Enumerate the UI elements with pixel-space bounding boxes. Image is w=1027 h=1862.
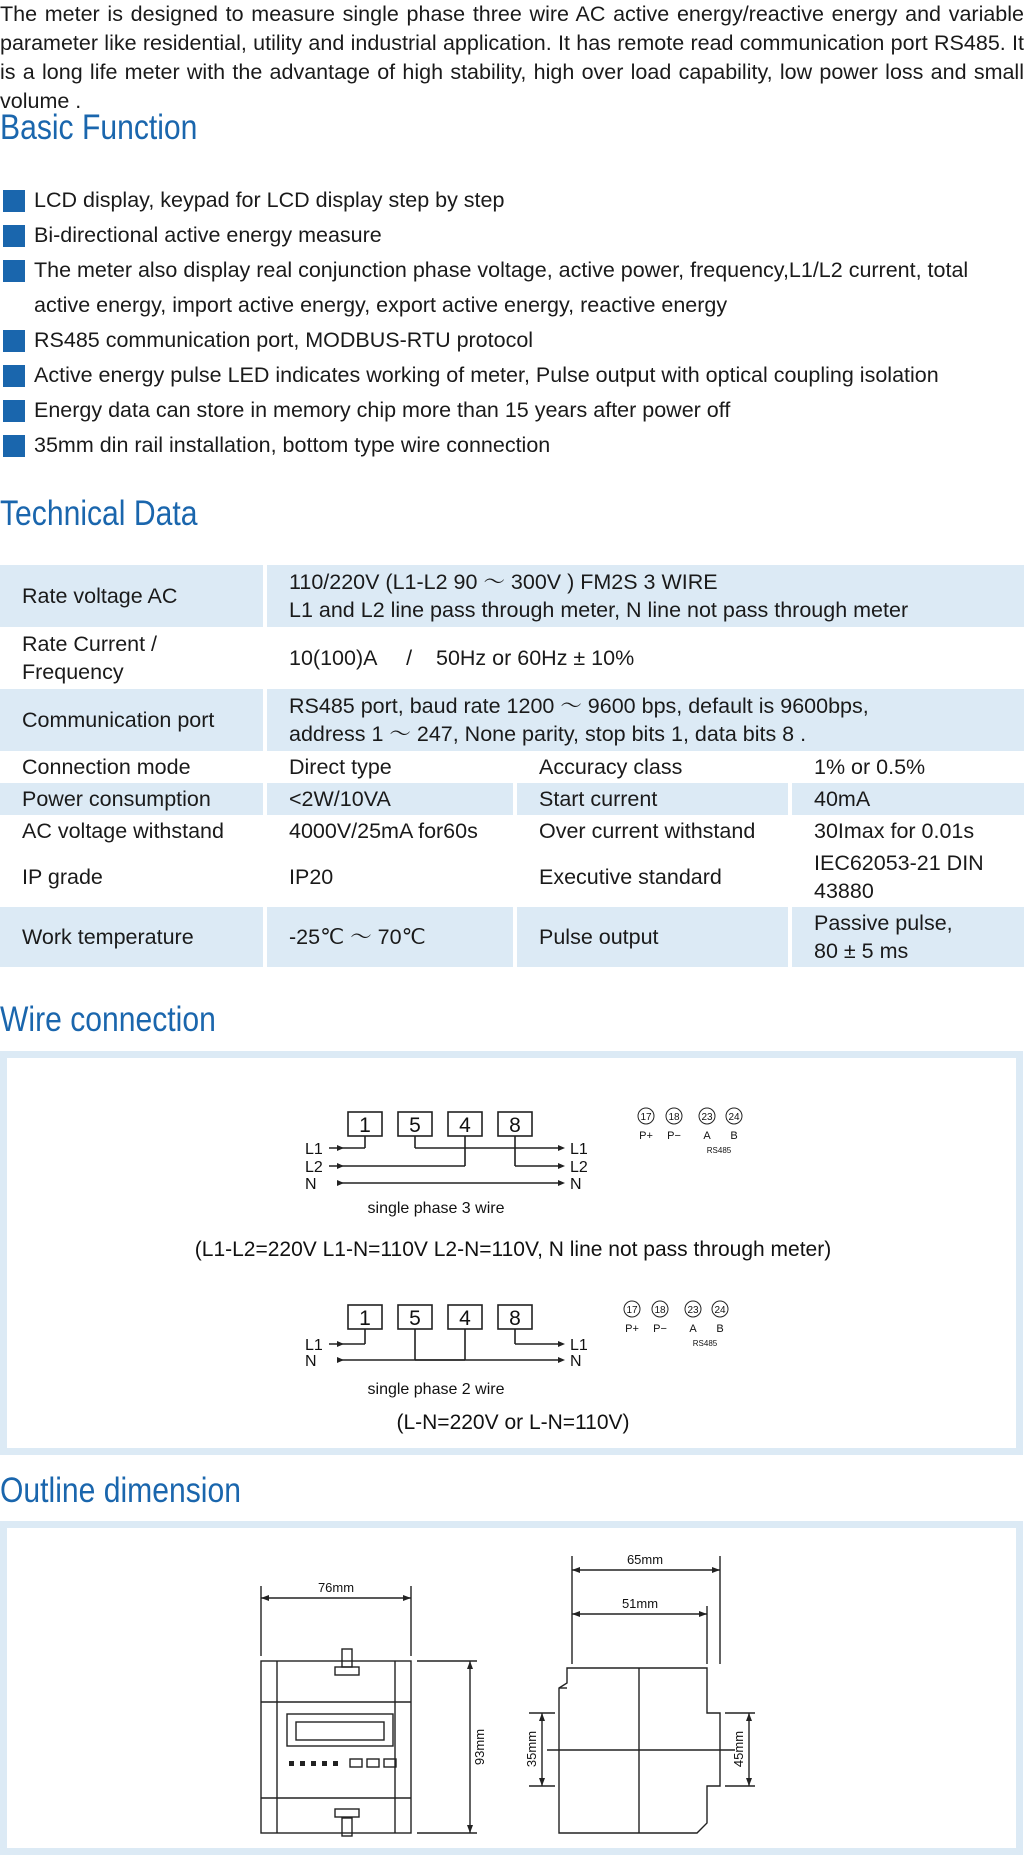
table-cell: IP20 bbox=[263, 847, 513, 907]
svg-text:L2: L2 bbox=[305, 1159, 323, 1176]
table-cell: <2W/10VA bbox=[263, 783, 513, 815]
table-row bbox=[0, 783, 1024, 815]
table-cell: 110/220V (L1-L2 90 ～ 300V ) FM2S 3 WIRE L1 and L2 line pass through meter, N line not pass through meter bbox=[263, 565, 1024, 627]
svg-text:23: 23 bbox=[687, 1305, 699, 1316]
table-cell: Communication port bbox=[0, 689, 263, 751]
terminal-label: 5 bbox=[409, 1307, 421, 1330]
table-cell: 30Imax for 0.01s bbox=[788, 815, 1024, 847]
heading-wire-connection: Wire connection bbox=[0, 1000, 216, 1039]
table-cell: AC voltage withstand bbox=[22, 819, 224, 843]
table-cell: IEC62053-21 DIN 43880 bbox=[788, 847, 1024, 907]
svg-text:L1: L1 bbox=[570, 1141, 588, 1158]
svg-text:B: B bbox=[716, 1323, 724, 1335]
svg-text:L1: L1 bbox=[570, 1337, 588, 1354]
svg-text:18: 18 bbox=[654, 1305, 666, 1316]
table-cell: Start current bbox=[513, 783, 788, 815]
list-item: Active energy pulse LED indicates working of meter, Pulse output with optical coupling isolation bbox=[0, 358, 1024, 393]
svg-text:24: 24 bbox=[714, 1305, 726, 1316]
svg-text:N: N bbox=[305, 1353, 317, 1370]
dim-side-height: 45mm bbox=[731, 1730, 746, 1768]
table-row bbox=[0, 565, 1024, 627]
list-item: Bi-directional active energy measure bbox=[0, 218, 1024, 253]
table-cell: Connection mode bbox=[22, 755, 191, 779]
table-row bbox=[0, 751, 1024, 783]
intro-paragraph bbox=[0, 0, 1024, 116]
table-cell: Executive standard bbox=[513, 847, 788, 907]
table-cell: Accuracy class bbox=[513, 751, 788, 783]
table-cell: 10(100)A / 50Hz or 60Hz ± 10% bbox=[263, 627, 1024, 689]
list-item: LCD display, keypad for LCD display step by step bbox=[0, 183, 1024, 218]
terminal-label: 4 bbox=[459, 1114, 471, 1137]
svg-text:RS485: RS485 bbox=[692, 1339, 718, 1348]
table-cell: Passive pulse, 80 ± 5 ms bbox=[788, 907, 1024, 967]
table-cell: -25℃ ～ 70℃ bbox=[263, 907, 513, 967]
svg-text:RS485: RS485 bbox=[706, 1146, 732, 1155]
dim-depth-body: 51mm bbox=[621, 1596, 659, 1611]
technical-data-table bbox=[0, 565, 1024, 967]
svg-text:N: N bbox=[305, 1176, 317, 1193]
svg-text:N: N bbox=[570, 1176, 582, 1193]
table-cell: Pulse output bbox=[513, 907, 788, 967]
svg-text:P+: P+ bbox=[625, 1323, 639, 1335]
table-cell: 1% or 0.5% bbox=[788, 751, 1024, 783]
table-cell: Over current withstand bbox=[513, 815, 788, 847]
square-bullet-icon bbox=[3, 190, 25, 212]
square-bullet-icon bbox=[3, 365, 25, 387]
svg-text:17: 17 bbox=[626, 1305, 638, 1316]
square-bullet-icon bbox=[3, 330, 25, 352]
svg-text:L1: L1 bbox=[305, 1141, 323, 1158]
svg-text:A: A bbox=[703, 1130, 711, 1142]
list-item: The meter also display real conjunction phase voltage, active power, frequency,L1/L2 current, total active energy, import active energy, export active energy, reactive energy bbox=[0, 253, 1024, 323]
table-cell: 40mA bbox=[788, 783, 1024, 815]
outline-dimension-panel bbox=[0, 1521, 1023, 1855]
list-item: RS485 communication port, MODBUS-RTU protocol bbox=[0, 323, 1024, 358]
table-row bbox=[0, 815, 1024, 847]
svg-text:P+: P+ bbox=[639, 1130, 653, 1142]
table-row bbox=[0, 689, 1024, 751]
dim-front-height: 93mm bbox=[472, 1728, 487, 1766]
table-cell: RS485 port, baud rate 1200 ～ 9600 bps, default is 9600bps, address 1 ～ 247, None parity, stop bits 1, data bits 8 . bbox=[263, 689, 1024, 751]
svg-text:L1: L1 bbox=[305, 1337, 323, 1354]
dim-depth-total: 65mm bbox=[626, 1552, 664, 1567]
caption-2wire: single phase 2 wire bbox=[367, 1381, 505, 1398]
terminal-label: 8 bbox=[509, 1114, 521, 1137]
table-row bbox=[0, 907, 1024, 967]
note-3wire: (L1-L2=220V L1-N=110V L2-N=110V, N line not pass through meter) bbox=[194, 1238, 832, 1261]
outline-drawing bbox=[7, 1528, 1016, 1848]
table-cell: IP grade bbox=[22, 865, 103, 889]
basic-function-list bbox=[0, 183, 1024, 463]
square-bullet-icon bbox=[3, 435, 25, 457]
square-bullet-icon bbox=[3, 400, 25, 422]
caption-3wire: single phase 3 wire bbox=[367, 1200, 505, 1217]
list-item: Energy data can store in memory chip more than 15 years after power off bbox=[0, 393, 1024, 428]
intro-text: The meter is designed to measure single phase three wire AC active energy/reactive energy and variable parameter like residential, utility and industrial application. It has remote read communication port RS485. It is a long life meter with the advantage of high stability, high over load capability, low power loss and small volume . bbox=[0, 2, 1024, 113]
svg-text:18: 18 bbox=[668, 1112, 680, 1123]
svg-text:L2: L2 bbox=[570, 1159, 588, 1176]
heading-basic-function: Basic Function bbox=[0, 108, 198, 147]
led-indicators bbox=[261, 1567, 752, 1833]
terminal-label: 5 bbox=[409, 1114, 421, 1137]
table-row bbox=[0, 627, 1024, 689]
terminal-label: 1 bbox=[359, 1114, 371, 1137]
heading-technical-data: Technical Data bbox=[0, 494, 198, 533]
table-cell: Work temperature bbox=[0, 907, 263, 967]
svg-text:23: 23 bbox=[701, 1112, 713, 1123]
table-cell: Rate voltage AC bbox=[0, 565, 263, 627]
terminal-label: 1 bbox=[359, 1307, 371, 1330]
table-cell: 4000V/25mA for60s bbox=[263, 815, 513, 847]
heading-outline-dimension: Outline dimension bbox=[0, 1471, 241, 1510]
dim-front-width: 76mm bbox=[317, 1580, 355, 1595]
svg-text:B: B bbox=[730, 1130, 738, 1142]
wire-connection-panel bbox=[0, 1051, 1023, 1455]
svg-text:17: 17 bbox=[640, 1112, 652, 1123]
svg-text:N: N bbox=[570, 1353, 582, 1370]
table-cell: Rate Current / Frequency bbox=[22, 632, 158, 684]
terminal-label: 8 bbox=[509, 1307, 521, 1330]
note-2wire: (L-N=220V or L-N=110V) bbox=[396, 1411, 630, 1434]
dim-rail: 35mm bbox=[524, 1730, 539, 1768]
table-cell: Direct type bbox=[263, 751, 513, 783]
wiring-diagram bbox=[7, 1058, 1016, 1448]
table-cell: Power consumption bbox=[0, 783, 263, 815]
svg-text:24: 24 bbox=[728, 1112, 740, 1123]
svg-text:P−: P− bbox=[653, 1323, 667, 1335]
terminal-label: 4 bbox=[459, 1307, 471, 1330]
svg-text:P−: P− bbox=[667, 1130, 681, 1142]
table-row bbox=[0, 847, 1024, 907]
list-item: 35mm din rail installation, bottom type wire connection bbox=[0, 428, 1024, 463]
svg-text:A: A bbox=[689, 1323, 697, 1335]
square-bullet-icon bbox=[3, 225, 25, 247]
square-bullet-icon bbox=[3, 260, 25, 282]
